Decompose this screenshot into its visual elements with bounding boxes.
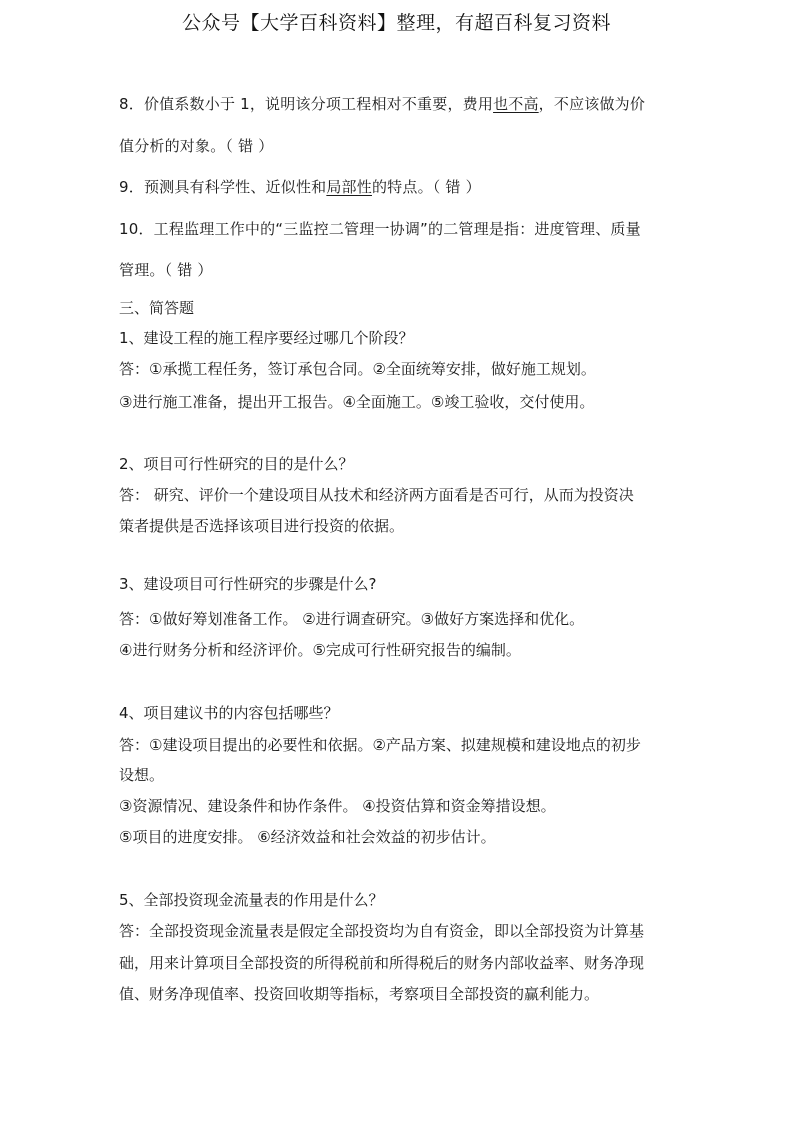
tf-item-8-text-after: ，不应该做为价 — [538, 95, 646, 113]
answer-1-line-2: ③进行施工准备，提出开工报告。④全面施工。⑤竣工验收，交付使用。 — [119, 393, 595, 411]
answer-1-line-1: 答：①承揽工程任务，签订承包合同。②全面统筹安排，做好施工规划。 — [119, 360, 596, 378]
tf-item-8-underlined: 也不高 — [493, 95, 539, 113]
question-2: 2、项目可行性研究的目的是什么？ — [119, 455, 354, 473]
answer-3-line-1: 答：①做好筹划准备工作。 ②进行调查研究。③做好方案选择和优化。 — [119, 610, 585, 628]
question-1: 1、建设工程的施工程序要经过哪几个阶段？ — [119, 329, 414, 347]
answer-4-line-1: 答：①建设项目提出的必要性和依据。②产品方案、拟建规模和建设地点的初步 — [119, 736, 641, 754]
tf-item-9-text-after: 的特点。（ 错 ） — [371, 178, 481, 196]
answer-4-line-4: ⑤项目的进度安排。 ⑥经济效益和社会效益的初步估计。 — [119, 828, 496, 846]
section-title: 三、简答题 — [119, 299, 195, 317]
tf-item-10-line-1: 10．工程监理工作中的“三监控二管理一协调”的二管理是指：进度管理、质量 — [119, 220, 641, 238]
answer-2-line-2: 策者提供是否选择该项目进行投资的依据。 — [119, 517, 405, 535]
question-5: 5、全部投资现金流量表的作用是什么？ — [119, 891, 384, 909]
question-3: 3、建设项目可行性研究的步骤是什么? — [119, 575, 377, 593]
tf-item-9-line-1 — [119, 177, 481, 197]
tf-item-8-line-1 — [119, 94, 645, 114]
answer-4-line-2: 设想。 — [119, 766, 165, 784]
tf-item-9-text-before: 9．预测具有科学性、近似性和 — [119, 178, 327, 196]
tf-item-9-underlined: 局部性 — [326, 178, 372, 196]
answer-5-line-1: 答：全部投资现金流量表是假定全部投资均为自有资金，即以全部投资为计算基 — [119, 922, 645, 940]
answer-5-line-3: 值、财务净现值率、投资回收期等指标，考察项目全部投资的赢利能力。 — [119, 985, 600, 1003]
answer-2-line-1: 答： 研究、评价一个建设项目从技术和经济两方面看是否可行，从而为投资决 — [119, 486, 634, 504]
tf-item-8-text-before: 8．价值系数小于 1，说明该分项工程相对不重要，费用 — [119, 95, 494, 113]
tf-item-8-line-2: 值分析的对象。（ 错 ） — [119, 137, 274, 155]
answer-4-line-3: ③资源情况、建设条件和协作条件。 ④投资估算和资金筹措设想。 — [119, 797, 556, 815]
tf-item-10-line-2: 管理。（ 错 ） — [119, 261, 213, 279]
page-header: 公众号【大学百科资料】整理，有超百科复习资料 — [181, 12, 611, 34]
answer-5-line-2: 础，用来计算项目全部投资的所得税前和所得税后的财务内部收益率、财务净现 — [119, 954, 645, 972]
question-4: 4、项目建议书的内容包括哪些？ — [119, 704, 339, 722]
answer-3-line-2: ④进行财务分析和经济评价。⑤完成可行性研究报告的编制。 — [119, 641, 521, 659]
